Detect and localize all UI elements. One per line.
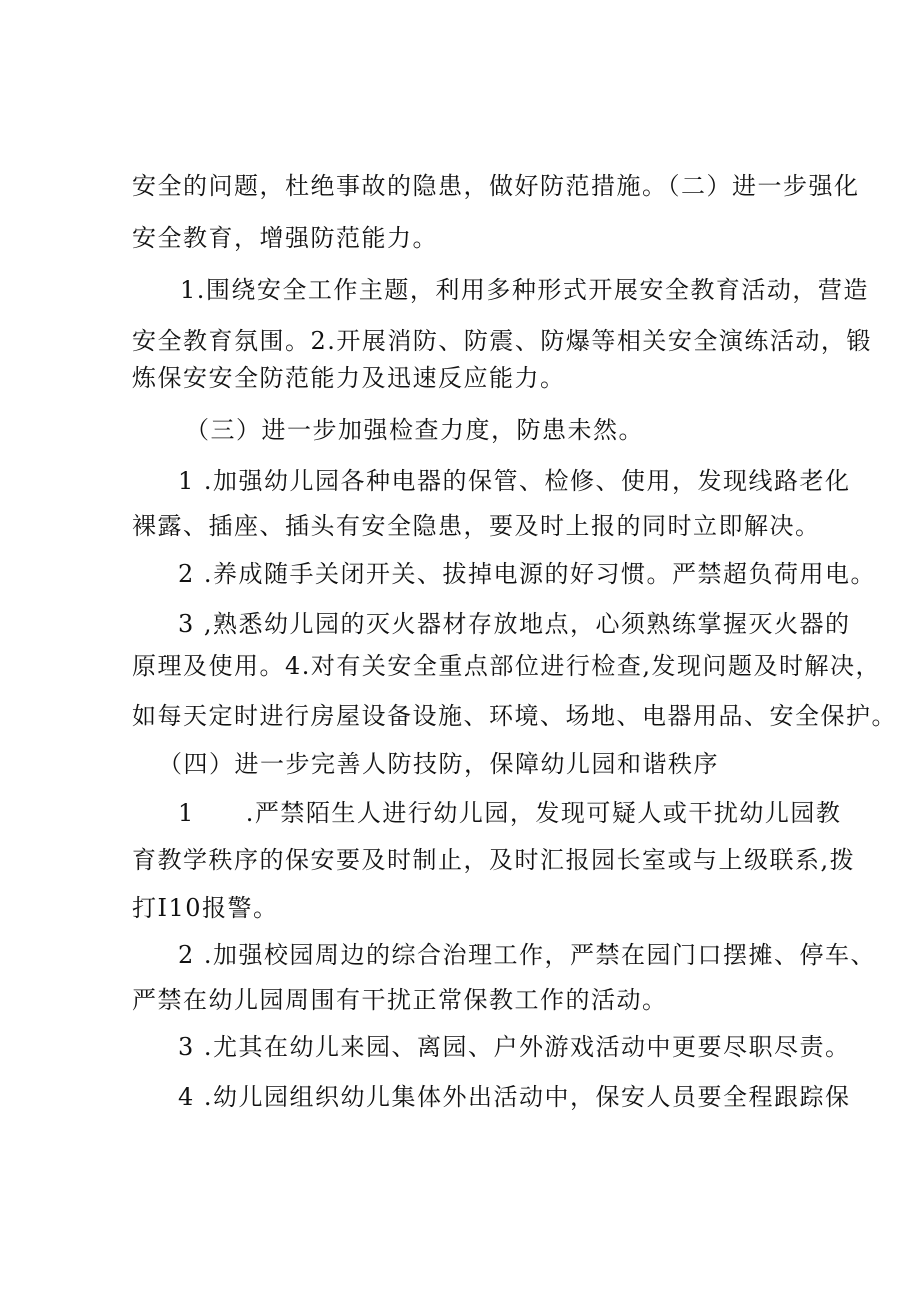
text-line: 打I10报警。 bbox=[132, 894, 279, 922]
text-line: 1 .加强幼儿园各种电器的保管、检修、使用，发现线路老化 bbox=[178, 467, 851, 495]
section-heading: （四）进一步完善人防技防，保障幼儿园和谐秩序 bbox=[158, 750, 719, 778]
text-line: 炼保安安全防范能力及迅速反应能力。 bbox=[132, 364, 566, 392]
text-line: 3 .尤其在幼儿来园、离园、户外游戏活动中更要尽职尽责。 bbox=[178, 1033, 851, 1061]
text-line: 1.围绕安全工作主题，利用多种形式开展安全教育活动，营造 bbox=[180, 276, 869, 304]
text-line: 如每天定时进行房屋设备设施、环境、场地、电器用品、安全保护。 bbox=[132, 702, 897, 730]
text-line: 安全教育氛围。2.开展消防、防震、防爆等相关安全演练活动，锻 bbox=[132, 327, 872, 355]
text-line: 2 .养成随手关闭开关、拔掉电源的好习惯。严禁超负荷用电。 bbox=[178, 560, 877, 588]
text-line: 3 ,熟悉幼儿园的灭火器材存放地点，心须熟练掌握灭火器的 bbox=[178, 610, 851, 638]
text-line: 严禁在幼儿园周围有干扰正常保教工作的活动。 bbox=[132, 986, 668, 1014]
text-line: 安全教育，增强防范能力。 bbox=[132, 224, 438, 252]
text-line: 4 .幼儿园组织幼儿集体外出活动中，保安人员要全程跟踪保 bbox=[178, 1083, 851, 1111]
text-line: 育教学秩序的保安要及时制止，及时汇报园长室或与上级联系,拨 bbox=[132, 846, 856, 874]
text-line: 安全的问题，杜绝事故的隐患，做好防范措施。（二）进一步强化 bbox=[132, 172, 860, 200]
text-line: 原理及使用。4.对有关安全重点部位进行检查,发现问题及时解决， bbox=[132, 652, 882, 680]
text-line: 1 .严禁陌生人进行幼儿园，发现可疑人或干扰幼儿园教 bbox=[178, 799, 842, 827]
text-line: 2 .加强校园周边的综合治理工作，严禁在园门口摆摊、停车、 bbox=[178, 941, 877, 969]
section-heading: （三）进一步加强检查力度，防患未然。 bbox=[185, 416, 644, 444]
text-line: 裸露、插座、插头有安全隐患，要及时上报的同时立即解决。 bbox=[132, 512, 821, 540]
